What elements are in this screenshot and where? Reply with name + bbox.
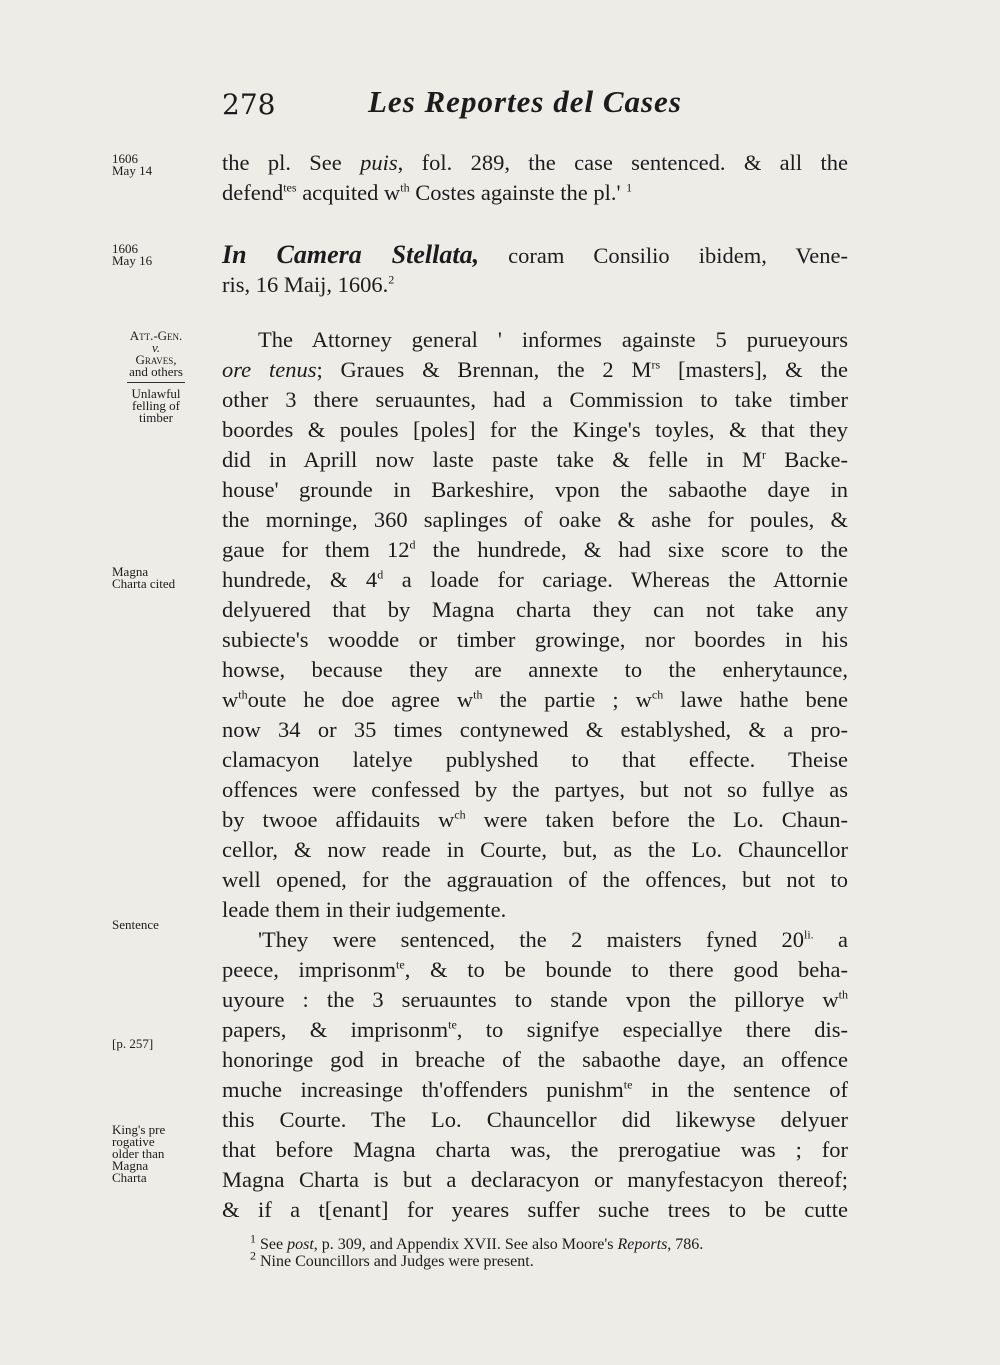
- section-heading-cont: ris, 16 Maij, 1606.$^2$: [222, 272, 395, 297]
- text-line: hundrede, & 4$^d$ a loade for cariage. Whereas the Attornie: [222, 567, 849, 592]
- text-line: by twooe affidauits $w^{ch}$ were taken before the Lo. Chaun-: [222, 807, 848, 832]
- margin-king-e: Charta: [112, 1170, 147, 1185]
- text-line: delyuered that by Magna charta they can not take any: [222, 597, 848, 622]
- text-line: other 3 there seruauntes, had a Commission to take timber: [222, 387, 848, 412]
- margin-page-ref: [p. 257]: [112, 1036, 154, 1051]
- margin-sentence: Sentence: [112, 917, 159, 932]
- text-line: the pl. See puis, fol. 289, the case sentenced. & all the: [222, 150, 848, 175]
- margin-kings-prerogative: [112, 1124, 208, 1184]
- margin-date-2: [112, 243, 208, 267]
- text-line: this Courte. The Lo. Chauncellor did likewyse delyuer: [222, 1107, 848, 1132]
- text-line: did in Aprill now laste paste take & felle in $M^r$ Backe-: [222, 447, 849, 472]
- running-title: Les Reportes del Cases: [368, 84, 682, 119]
- margin-magna-b: Charta cited: [112, 576, 176, 591]
- margin-topic-c: timber: [139, 410, 173, 425]
- text-line: boordes & poules [poles] for the Kinge's toyles, & that they: [222, 417, 848, 442]
- margin-topic-a: Unlawful: [131, 386, 181, 401]
- text-line: uyoure : the 3 seruauntes to stande vpon the pillorye $w^{th}$: [222, 987, 848, 1012]
- text-line: the morninge, 360 saplinges of oake & ashe for poules, &: [222, 507, 848, 532]
- text-line: Magna Charta is but a declaracyon or manyfestacyon thereof;: [222, 1167, 848, 1192]
- page-number: 278: [222, 88, 276, 121]
- text-line: peece, imprisonm$^{te}$, & to be bounde to there good beha-: [222, 957, 848, 982]
- text-line: cellor, & now reade in Courte, but, as the Lo. Chauncellor: [222, 837, 848, 862]
- margin-king-d: Magna: [112, 1158, 149, 1173]
- footnote-1: $^1$ See post, p. 309, and Appendix XVII. See also Moore's Reports, 786.: [250, 1231, 704, 1253]
- text-line: ore tenus; Graues & Brennan, the 2 $M^{rs}$ [masters], & the: [222, 357, 848, 382]
- margin-date-2-year: 1606: [112, 241, 138, 256]
- text-line: howse, because they are annexte to the enherytaunce,: [222, 657, 848, 682]
- margin-date-1-year: 1606: [112, 151, 138, 166]
- text-line: well opened, for the aggrauation of the offences, but not to: [222, 867, 848, 892]
- section-heading: In Camera Stellata, coram Consilio ibidem, Vene-: [222, 240, 848, 269]
- margin-case-a: Att.-Gen.: [129, 328, 183, 343]
- margin-case-v: v.: [151, 340, 161, 355]
- margin-king-a: King's pre: [112, 1122, 166, 1137]
- text-line: subiecte's woodde or timber growinge, nor boordes in his: [222, 627, 848, 652]
- text-line: papers, & imprisonm$^{te}$, to signifye especiallye there dis-: [222, 1017, 848, 1042]
- text-line: now 34 or 35 times contynewed & establyshed, & a pro-: [222, 717, 848, 742]
- footnote-2: $^2$ Nine Councillors and Judges were present.: [250, 1248, 534, 1270]
- margin-king-c: older than: [112, 1146, 165, 1161]
- text-line: defend$^{tes}$ acquited $w^{th}$ Costes againste the pl.' $^1$: [222, 180, 633, 205]
- text-line: honoringe god in breache of the sabaothe daye, an offence: [222, 1047, 848, 1072]
- text-line: offences were confessed by the partyes, but not so fullye as: [222, 777, 848, 802]
- text-line: house' grounde in Barkeshire, vpon the sabaothe daye in: [222, 477, 848, 502]
- text-line: muche increasinge th'offenders punishm$^{te}$ in the sentence of: [222, 1077, 848, 1102]
- margin-magna-charta: [112, 566, 208, 590]
- text-line: gaue for them 12$^d$ the hundrede, & had sixe score to the: [222, 537, 848, 562]
- margin-case-c: and others: [129, 364, 183, 379]
- text-line: leade them in their iudgemente.: [222, 897, 507, 922]
- text-line: & if a t[enant] for yeares suffer suche trees to be cutte: [222, 1197, 848, 1222]
- text-line: clamacyon latelye publyshed to that effecte. Theise: [222, 747, 848, 772]
- margin-date-1: [112, 153, 208, 177]
- margin-date-2-day: May 16: [112, 253, 153, 268]
- margin-topic-b: felling of: [131, 398, 180, 413]
- text-line: that before Magna charta was, the prerogatiue was ; for: [222, 1137, 848, 1162]
- margin-divider: [127, 382, 185, 383]
- margin-case-b: Graves,: [135, 352, 177, 367]
- text-line: The Attorney general ' informes againste 5 purueyours: [258, 327, 848, 352]
- text-line: $w^{th}oute$ he doe agree $w^{th}$ the partie ; $w^{ch}$ lawe hathe bene: [222, 687, 849, 712]
- margin-magna-a: Magna: [112, 564, 149, 579]
- margin-king-b: rogative: [112, 1134, 155, 1149]
- margin-date-1-day: May 14: [112, 163, 153, 178]
- margin-case-name: [106, 330, 206, 424]
- text-line: 'They were sentenced, the 2 maisters fyned $20^{li.}$ a: [258, 927, 848, 952]
